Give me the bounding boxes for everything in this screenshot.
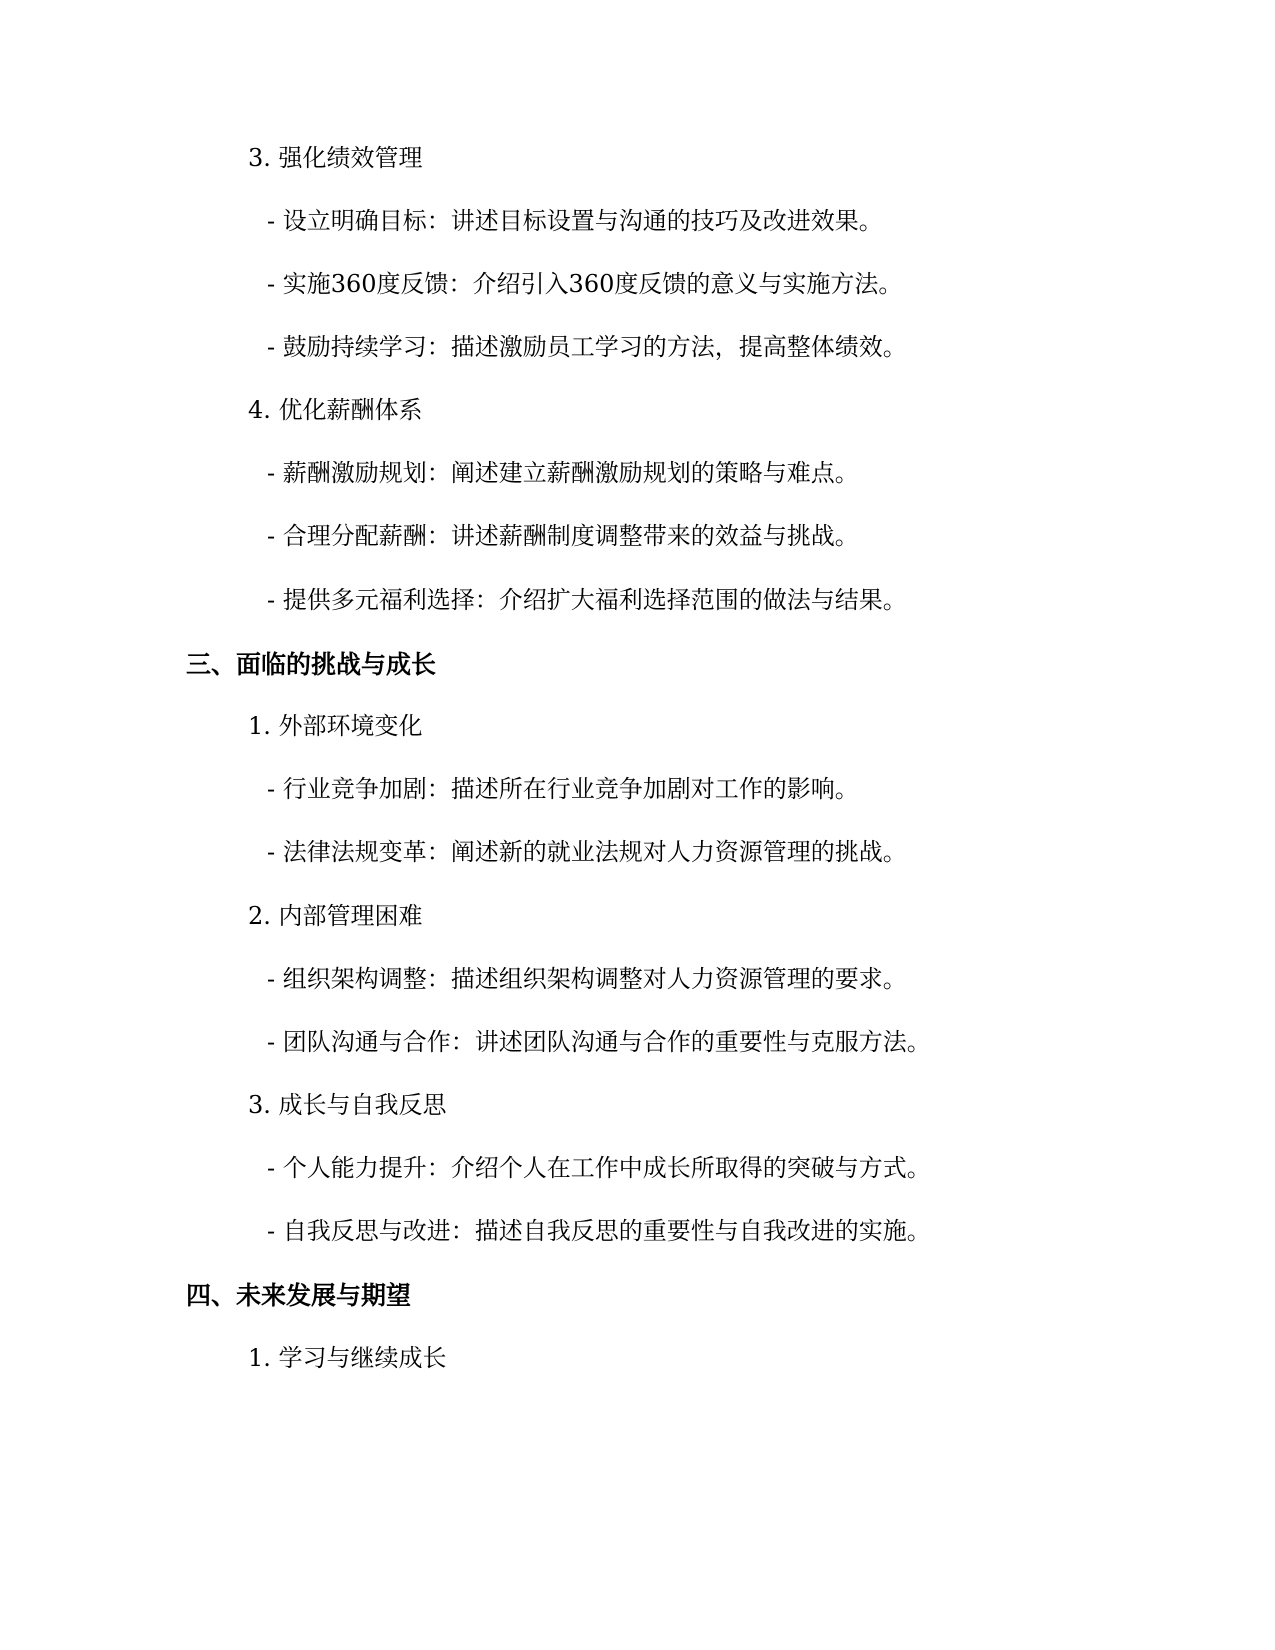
list-subitem: - 设立明确目标：讲述目标设置与沟通的技巧及改进效果。 <box>267 207 883 235</box>
list-subitem: - 实施360度反馈：介绍引入360度反馈的意义与实施方法。 <box>267 270 903 298</box>
list-subitem: - 行业竞争加剧：描述所在行业竞争加剧对工作的影响。 <box>267 775 859 803</box>
list-subitem: - 组织架构调整：描述组织架构调整对人力资源管理的要求。 <box>267 965 907 993</box>
list-subitem: - 合理分配薪酬：讲述薪酬制度调整带来的效益与挑战。 <box>267 522 859 550</box>
list-item-heading: 1. 外部环境变化 <box>248 712 423 740</box>
list-subitem: - 自我反思与改进：描述自我反思的重要性与自我改进的实施。 <box>267 1217 931 1245</box>
list-subitem: - 团队沟通与合作：讲述团队沟通与合作的重要性与克服方法。 <box>267 1028 931 1056</box>
list-item-heading: 3. 强化绩效管理 <box>248 144 423 172</box>
section-heading: 三、面临的挑战与成长 <box>186 650 437 679</box>
list-subitem: - 薪酬激励规划：阐述建立薪酬激励规划的策略与难点。 <box>267 459 859 487</box>
list-item-heading: 2. 内部管理困难 <box>248 902 423 930</box>
list-item-heading: 4. 优化薪酬体系 <box>248 396 423 424</box>
list-item-heading: 1. 学习与继续成长 <box>248 1344 447 1372</box>
list-subitem: - 提供多元福利选择：介绍扩大福利选择范围的做法与结果。 <box>267 586 907 614</box>
section-heading: 四、未来发展与期望 <box>186 1281 412 1310</box>
list-subitem: - 鼓励持续学习：描述激励员工学习的方法，提高整体绩效。 <box>267 333 907 361</box>
list-subitem: - 个人能力提升：介绍个人在工作中成长所取得的突破与方式。 <box>267 1154 931 1182</box>
list-subitem: - 法律法规变革：阐述新的就业法规对人力资源管理的挑战。 <box>267 838 907 866</box>
list-item-heading: 3. 成长与自我反思 <box>248 1091 447 1119</box>
